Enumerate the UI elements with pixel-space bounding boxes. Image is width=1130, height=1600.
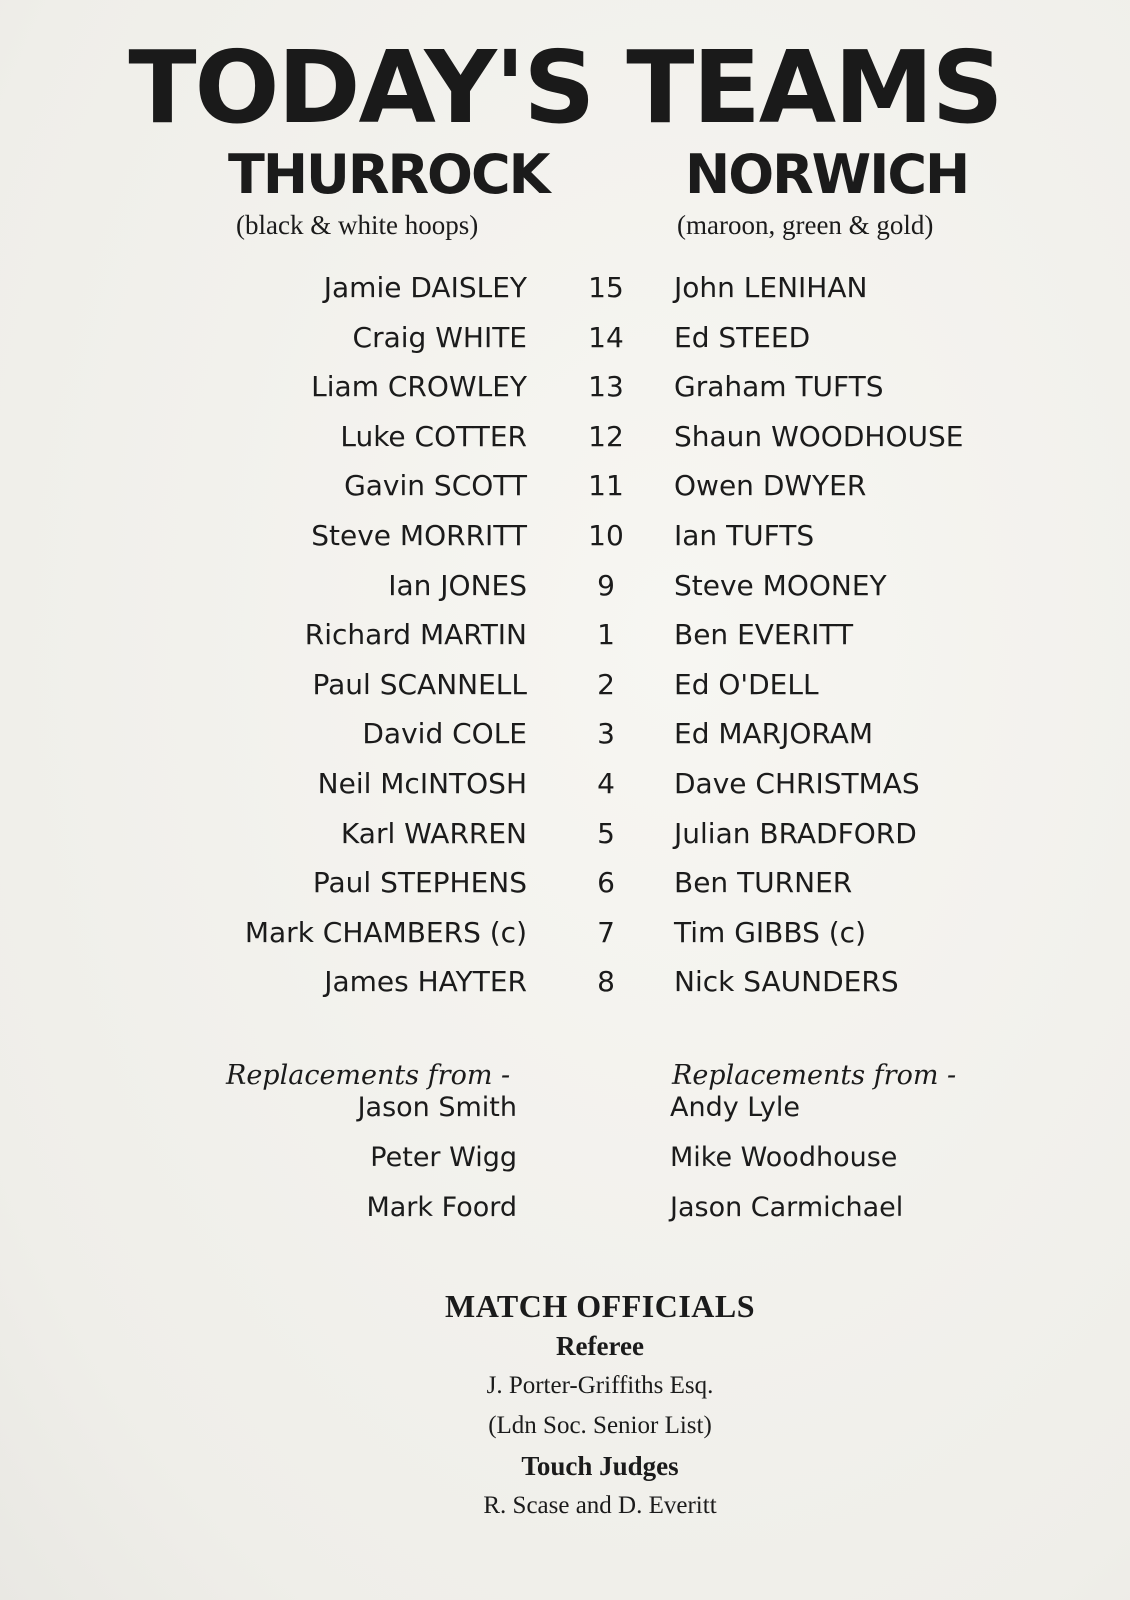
home-player: Karl WARREN (340, 816, 527, 850)
home-replacements-label: Replacements from - (226, 1060, 511, 1091)
shirt-number: 6 (597, 866, 615, 900)
away-player: Nick SAUNDERS (674, 965, 899, 999)
shirt-number: 14 (588, 320, 624, 354)
shirt-number: 10 (588, 519, 624, 552)
referee-note: (Ldn Soc. Senior List) (488, 1412, 712, 1439)
away-player: Graham TUFTS (674, 370, 884, 404)
home-player: Steve MORRITT (311, 519, 527, 552)
touch-judges-names: R. Scase and D. Everitt (483, 1492, 717, 1519)
lineup-row (0, 814, 1130, 854)
lineup-row (0, 665, 1130, 705)
shirt-number: 8 (597, 965, 615, 999)
away-player: Ian TUFTS (674, 519, 815, 552)
away-player: Steve MOONEY (674, 568, 887, 602)
home-team-name: THURROCK (228, 143, 549, 206)
home-replacement: Mark Foord (366, 1192, 517, 1223)
shirt-number: 4 (597, 767, 615, 800)
home-player: Paul STEPHENS (312, 866, 527, 900)
lineup-row (0, 863, 1130, 903)
match-officials (300, 1286, 900, 1526)
away-player: Shaun WOODHOUSE (674, 419, 964, 453)
lineup-row (0, 367, 1130, 407)
lineup-row (0, 962, 1130, 1002)
shirt-number: 15 (588, 271, 624, 304)
away-player: Ed STEED (674, 320, 811, 354)
shirt-number: 11 (588, 469, 624, 503)
away-player: Dave CHRISTMAS (674, 767, 920, 800)
referee-name: J. Porter-Griffiths Esq. (486, 1372, 714, 1399)
shirt-number: 12 (588, 419, 624, 453)
home-player: James HAYTER (324, 965, 527, 999)
referee-label: Referee (556, 1331, 644, 1361)
away-player: Tim GIBBS (c) (674, 915, 866, 949)
shirt-number: 9 (597, 568, 615, 602)
home-player: David COLE (362, 717, 527, 751)
away-replacement: Mike Woodhouse (670, 1142, 898, 1173)
home-replacement: Jason Smith (357, 1092, 517, 1123)
officials-title: MATCH OFFICIALS (444, 1288, 756, 1324)
shirt-number: 2 (597, 667, 615, 701)
home-player: Jamie DAISLEY (323, 271, 527, 304)
away-team-colours: (maroon, green & gold) (677, 210, 934, 240)
home-player: Mark CHAMBERS (c) (244, 915, 527, 949)
away-replacement: Andy Lyle (670, 1092, 800, 1123)
away-player: Julian BRADFORD (674, 816, 917, 850)
away-replacements-label: Replacements from - (672, 1060, 957, 1091)
shirt-number: 5 (597, 816, 615, 850)
away-player: Ed O'DELL (674, 667, 819, 701)
lineup-row (0, 268, 1130, 308)
lineup-row (0, 913, 1130, 953)
home-player: Craig WHITE (352, 320, 527, 354)
lineup-row (0, 615, 1130, 655)
away-player: Ed MARJORAM (674, 717, 874, 751)
away-player: Ben TURNER (674, 866, 853, 900)
lineup-row (0, 714, 1130, 754)
away-player: Ben EVERITT (674, 618, 854, 652)
lineup-row (0, 417, 1130, 457)
home-player: Richard MARTIN (304, 618, 527, 652)
page-title: TODAY'S TEAMS (128, 29, 1002, 146)
shirt-number: 13 (588, 370, 624, 404)
shirt-number: 7 (597, 915, 615, 949)
away-team-name: NORWICH (685, 143, 969, 206)
away-player: John LENIHAN (674, 271, 868, 304)
shirt-number: 1 (597, 618, 615, 652)
lineup-row (0, 566, 1130, 606)
lineup-row (0, 764, 1130, 804)
lineup-row (0, 516, 1130, 556)
home-player: Liam CROWLEY (311, 370, 527, 404)
home-player: Paul SCANNELL (312, 667, 527, 701)
lineup-row (0, 318, 1130, 358)
home-player: Luke COTTER (340, 419, 527, 453)
lineup-row (0, 466, 1130, 506)
home-replacement: Peter Wigg (370, 1142, 517, 1173)
shirt-number: 3 (597, 717, 615, 751)
touch-judges-label: Touch Judges (521, 1451, 679, 1481)
home-player: Ian JONES (388, 568, 527, 602)
home-team-colours: (black & white hoops) (236, 210, 479, 240)
away-replacement: Jason Carmichael (670, 1192, 904, 1223)
away-player: Owen DWYER (674, 469, 867, 503)
home-player: Neil McINTOSH (317, 767, 527, 800)
home-player: Gavin SCOTT (344, 469, 527, 503)
